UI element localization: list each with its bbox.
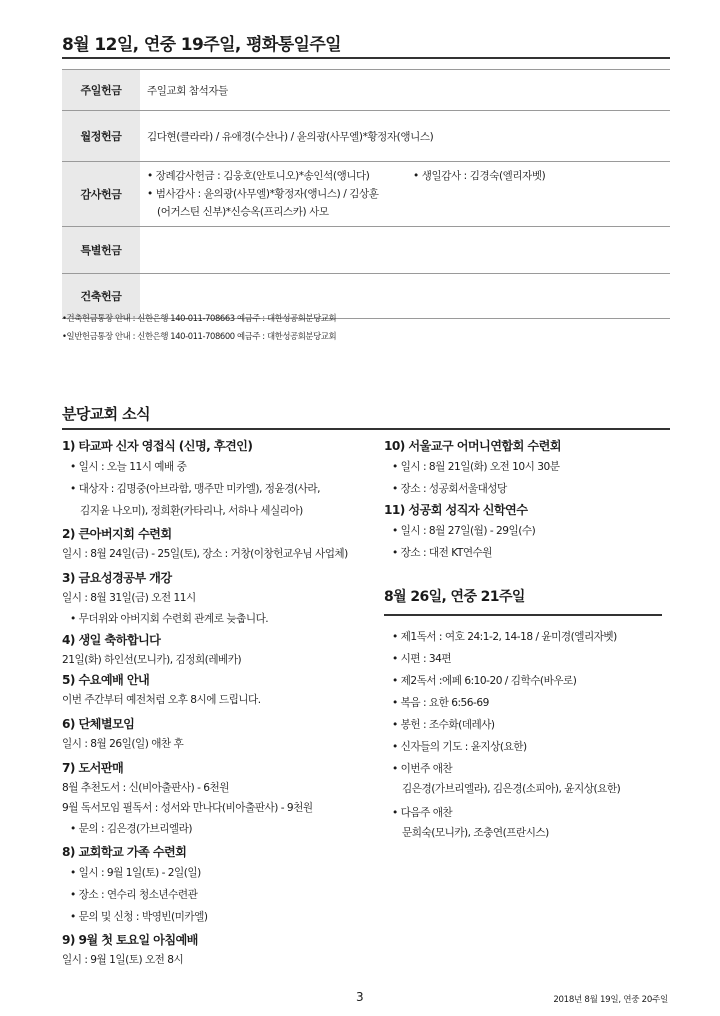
- news-heading: 5) 수요예배 안내: [62, 673, 150, 687]
- news-heading: 11) 성공회 성직자 신학연수: [384, 503, 528, 517]
- thanks-offering-cell: [140, 162, 670, 227]
- news-line: 21일(화) 하인선(모니카), 김정희(레베카): [62, 654, 242, 666]
- news-item: • 장소 : 대전 KT연수원: [384, 542, 670, 564]
- next-week-divider: [384, 614, 662, 616]
- news-right-column: [384, 436, 670, 842]
- news-heading: 9) 9월 첫 토요일 아침예배: [62, 933, 198, 947]
- news-section-title: 분당교회 소식: [62, 405, 150, 423]
- news-heading: 2) 큰아버지회 수련회: [62, 527, 172, 541]
- news-item: • 일시 : 오늘 11시 예배 중: [62, 456, 372, 478]
- offering-row: [62, 227, 670, 274]
- offering-value: [140, 227, 670, 274]
- thanks-list: [147, 163, 669, 225]
- news-item: • 일시 : 8월 27일(월) - 29일(수): [384, 520, 670, 542]
- news-heading: 1) 타교파 신자 영접식 (신명, 후견인): [62, 439, 253, 453]
- liturgy-item: • 제2독서 :에페 6:10-20 / 김학수(바우로): [384, 670, 670, 692]
- news-line: 일시 : 8월 26일(일) 애찬 후: [62, 738, 184, 750]
- offering-label: 월정헌금: [62, 111, 140, 162]
- liturgy-item-continued: 김은경(가브리엘라), 김은경(소피아), 윤지상(요한): [402, 783, 621, 795]
- news-item: • 일시 : 8월 21일(화) 오전 10시 30분: [384, 456, 670, 478]
- next-week-title: 8월 26일, 연중 21주일: [384, 589, 525, 605]
- news-line: 9월 독서모임 필독서 : 성서와 만나다(비아출판사) - 9천원: [62, 802, 313, 814]
- news-item: • 장소 : 연수리 청소년수련관: [62, 884, 372, 906]
- liturgy-item: • 신자들의 기도 : 윤지상(요한): [384, 736, 670, 758]
- page-title: 8월 12일, 연중 19주일, 평화통일주일: [62, 35, 341, 55]
- offering-label: 주일헌금: [62, 70, 140, 111]
- title-divider: [62, 57, 670, 59]
- thanks-item: • 장례감사헌금 : 김웅호(안토니오)*송인석(앵니다): [147, 167, 413, 185]
- thanks-item-continued: (어거스틴 신부)*신승옥(프리스카) 사모: [157, 206, 329, 218]
- news-item-continued: 김지윤 나오미), 정희환(카타리나, 서하나 세실리아): [80, 505, 303, 517]
- news-line: 일시 : 9월 1일(토) 오전 8시: [62, 954, 184, 966]
- news-heading: 8) 교회학교 가족 수련회: [62, 845, 187, 859]
- news-heading: 7) 도서판매: [62, 761, 124, 775]
- thanks-column-left: [147, 167, 413, 221]
- thanks-column-right: [413, 167, 545, 221]
- news-line: 8월 추천도서 : 신(비아출판사) - 6천원: [62, 782, 230, 794]
- liturgy-item: • 제1독서 : 여호 24:1-2, 14-18 / 윤미경(엘리자벳): [384, 626, 670, 648]
- news-line: 이번 주간부터 예전처럼 오후 8시에 드립니다.: [62, 694, 261, 706]
- news-item: • 일시 : 9월 1일(토) - 2일(일): [62, 862, 372, 884]
- news-item: • 대상자 : 김명중(아브라함, 맹주만 미카엘), 정윤경(사라,: [62, 478, 372, 500]
- page-number: 3: [356, 990, 364, 1004]
- general-account-info: •일반헌금통장 안내 : 신한은행 140-011-708600 예금주 : 대한성공회분당교회: [62, 331, 337, 341]
- offering-label: 특별헌금: [62, 227, 140, 274]
- news-item: • 문의 : 김은경(가브리엘라): [62, 818, 372, 840]
- news-line: 일시 : 8월 24일(금) - 25일(토), 장소 : 거창(이창헌교우님 사업체): [62, 548, 348, 560]
- offering-row: [62, 162, 670, 227]
- liturgy-item: • 이번주 애찬: [384, 758, 670, 780]
- news-heading: 10) 서울교구 어머니연합회 수련회: [384, 439, 561, 453]
- building-account-info: •건축헌금통장 안내 : 신한은행 140-011-708663 예금주 : 대한성공회분당교회: [62, 313, 337, 323]
- news-heading: 3) 금요성경공부 개강: [62, 571, 172, 585]
- news-heading: 6) 단체별모임: [62, 717, 135, 731]
- offering-label: 건축헌금: [62, 274, 140, 319]
- thanks-item: • 범사감사 : 윤의광(사무엘)*황정자(앵니스) / 김상훈: [147, 185, 413, 203]
- liturgy-item: • 복음 : 요한 6:56-69: [384, 692, 670, 714]
- news-heading: 4) 생일 축하합니다: [62, 633, 161, 647]
- liturgy-item: • 시편 : 34편: [384, 648, 670, 670]
- offering-value: 주일교회 참석자들: [140, 70, 670, 111]
- thanks-item: • 생일감사 : 김경숙(엘리자벳): [413, 167, 545, 185]
- offering-row: [62, 70, 670, 111]
- footer-date: 2018년 8월 19일, 연중 20주일: [553, 995, 668, 1005]
- news-left-column: [62, 436, 372, 970]
- news-item: • 장소 : 성공회서울대성당: [384, 478, 670, 500]
- liturgy-item: • 다음주 애찬: [384, 802, 670, 824]
- offering-row: [62, 111, 670, 162]
- news-item: • 무더위와 아버지회 수련회 관계로 늦춥니다.: [62, 608, 372, 630]
- news-divider: [62, 428, 670, 430]
- offering-label: 감사헌금: [62, 162, 140, 227]
- liturgy-item: • 봉헌 : 조수화(데레사): [384, 714, 670, 736]
- offering-value: 김다현(클라라) / 유애경(수산나) / 윤의광(사무엘)*황정자(앵니스): [140, 111, 670, 162]
- news-item: • 문의 및 신청 : 박영빈(미카엘): [62, 906, 372, 928]
- news-line: 일시 : 8월 31일(금) 오전 11시: [62, 592, 196, 604]
- liturgy-item-continued: 문희숙(모니카), 조충연(프란시스): [402, 827, 549, 839]
- offering-table: [62, 69, 670, 319]
